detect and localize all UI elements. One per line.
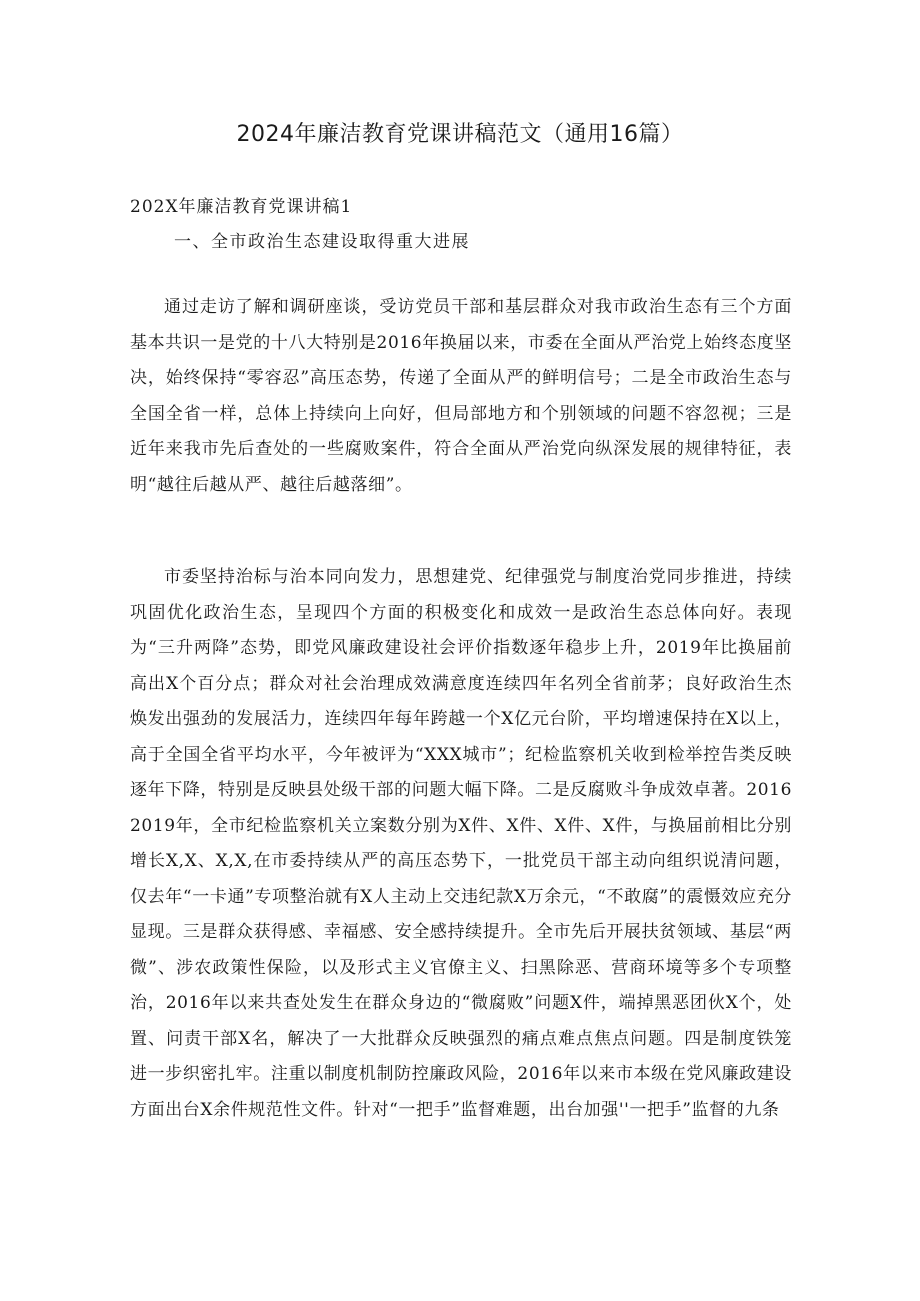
body-paragraph-2: 市委坚持治标与治本同向发力，思想建党、纪律强党与制度治党同步推进，持续巩固优化政治生态，呈现四个方面的积极变化和成效一是政治生态总体向好。表现为“三升两降”态势，即党风廉政建设社会评价指数逐年稳步上升，2019年比换届前高出X个百分点；群众对社会治理成效满意度连续四年名列全省前茅；良好政治生杰焕发出强劲的发展活力，连续四年每年跨越一个X亿元台阶，平均增速保持在X以上，高于全国全省平均水平，今年被评为“XXX城市”；纪检监察机关收到检举控告类反映逐年下降，特别是反映县处级干部的问题大幅下降。二是反腐败斗争成效卓著。20162019年，全市纪检监察机关立案数分别为X件、X件、X件、X件，与换届前相比分别增长X,X、X,X,在市委持续从严的高压态势下，一批党员干部主动向组织说清问题，仅去年“一卡通”专项整治就有X人主动上交违纪款X万余元，“不敢腐”的震慑效应充分显现。三是群众获得感、幸福感、安全感持续提升。全市先后开展扶贫领域、基层“两微”、涉农政策性保险，以及形式主义官僚主义、扫黑除恶、营商环境等多个专项整治，2016年以来共查处发生在群众身边的“微腐败”问题X件，端掉黑恶团伙X个，处置、问责干部X名，解决了一大批群众反映强烈的痛点难点焦点问题。四是制度铁笼进一步织密扎牢。注重以制度机制防控廉政风险，2016年以来市本级在党风廉政建设方面出台X余件规范性文件。针对“一把手”监督难题，出台加强''一把手”监督的九条: [130, 567, 792, 1120]
document-subtitle: 202X年廉洁教育党课讲稿1: [130, 197, 353, 217]
section-heading: 一、全市政治生态建设取得重大进展: [174, 232, 470, 252]
document-title: 2024年廉洁教育党课讲稿范文（通用16篇）: [236, 122, 684, 147]
body-paragraph-1: 通过走访了解和调研座谈，受访党员干部和基层群众对我市政治生态有三个方面基本共识一是党的十八大特别是2016年换届以来，市委在全面从严治党上始终态度坚决，始终保持“零容忍”高压态势，传递了全面从严的鲜明信号；二是全市政治生态与全国全省一样，总体上持续向上向好，但局部地方和个别领域的问题不容忽视；三是近年来我市先后查处的一些腐败案件，符合全面从严治党向纵深发展的规律特征，表明“越往后越从严、越往后越落细”。: [130, 297, 792, 495]
